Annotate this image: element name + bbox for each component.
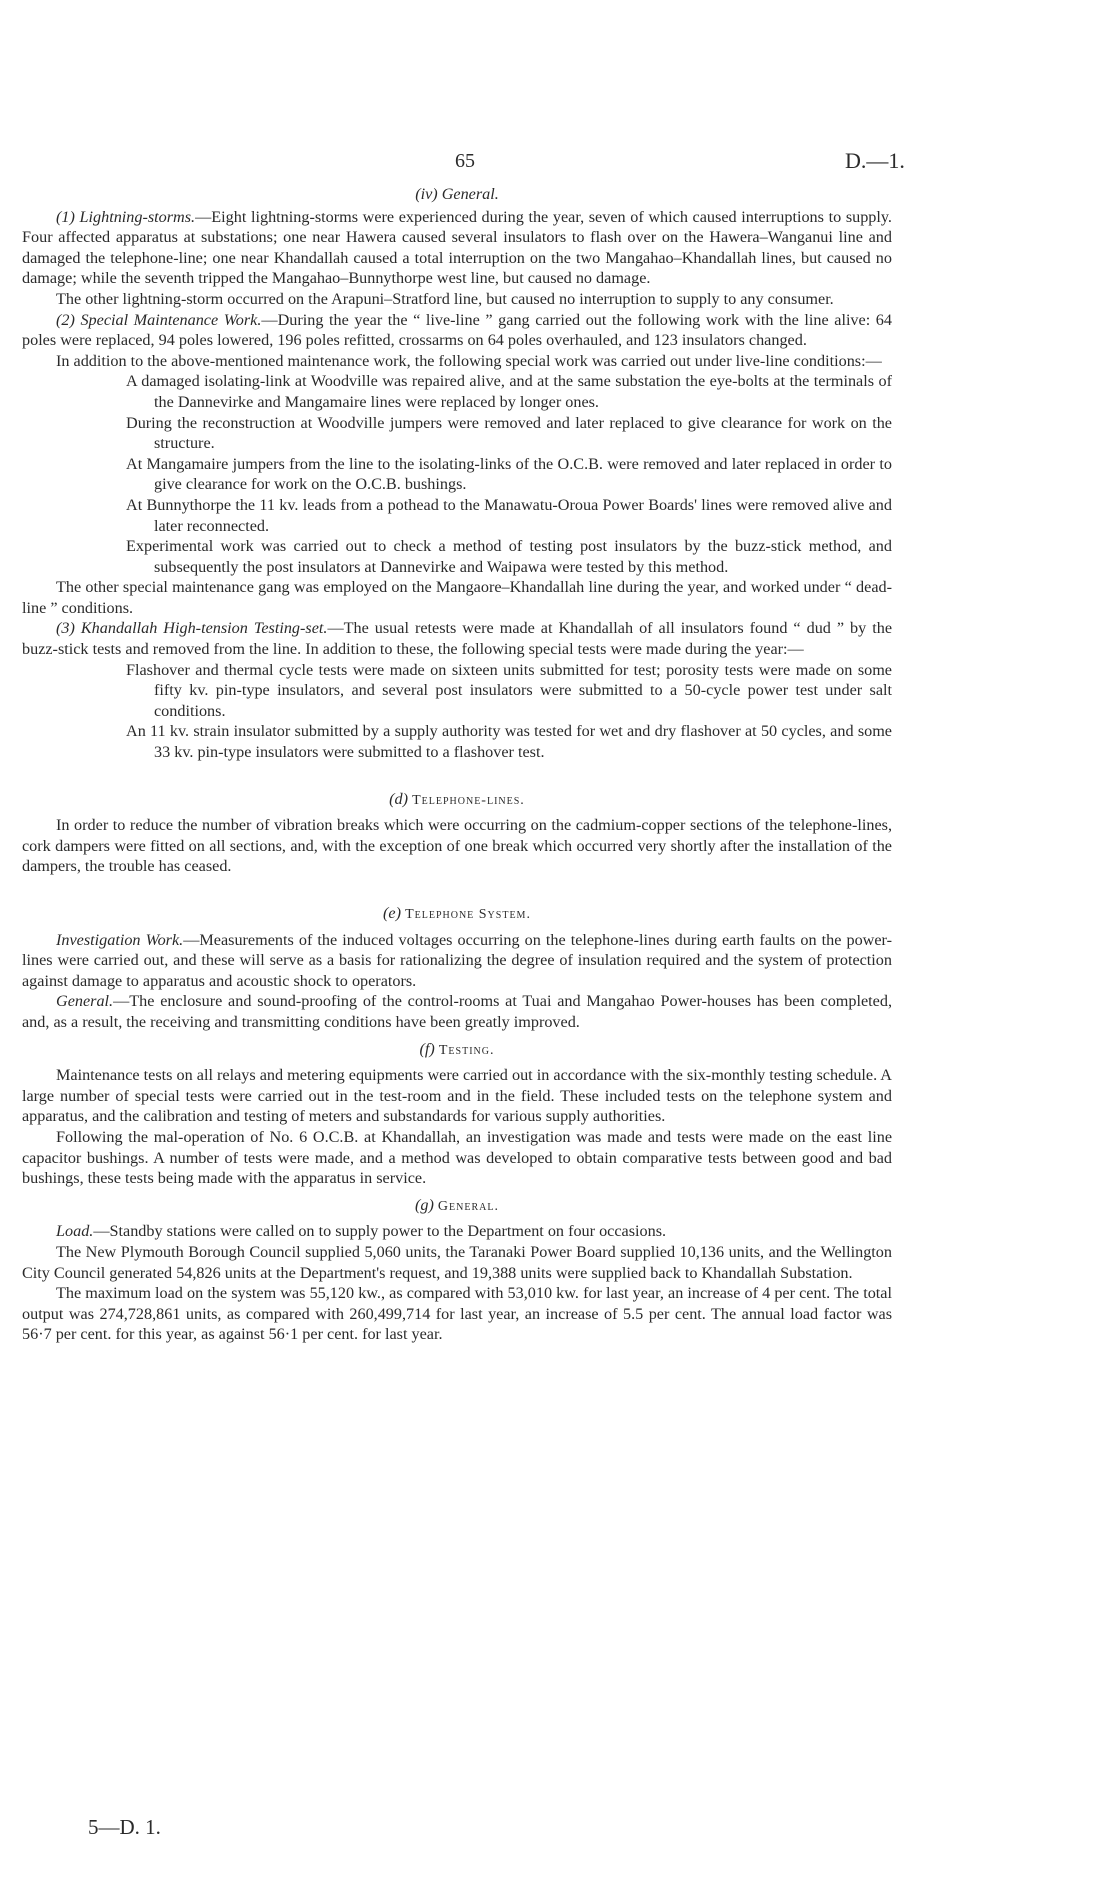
paragraph-maximum-load: The maximum load on the system was 55,120 kw., as compared with 53,010 kw. for last year, an increase of 4 per cent. The total output was 274,728,861 units, as compared with 260,499,714 for last year, an increase of 5.5 per cent. The annual load factor was 56·7 per cent. for this year, as against 56·1 per cent. for last year. <box>22 1284 892 1344</box>
document-reference: D.—1. <box>845 148 905 173</box>
list-item: An 11 kv. strain insulator submitted by a supply authority was tested for wet and dry flashover at 50 cycles, and some 33 kv. pin-type insulators were submitted to a flashover test. <box>126 722 892 762</box>
paragraph-mal-operation: Following the mal-operation of No. 6 O.C.B. at Khandallah, an investigation was made and tests were made on the east line capacitor bushings. A number of tests were made, and a method was developed to obtain comparative tests between good and bad bushings, these tests being made with the apparatus in service. <box>22 1127 892 1188</box>
section-heading-telephone-system: (e) Telephone System. <box>383 904 531 922</box>
paragraph-live-line-intro: In addition to the above-mentioned maintenance work, the following special work was carried out under live-line conditions:— <box>56 351 882 370</box>
paragraph-investigation-work: Investigation Work.—Measurements of the induced voltages occurring on the telephone-lines during earth faults on the power-lines were carried out, and these will serve as a basis for rationalizing the degree of insulation required and the system of protection against damage to apparatus and acoustic shock to operators. <box>22 930 893 990</box>
lead-lightning-storms: (1) Lightning-storms. <box>56 207 196 226</box>
paragraph-special-maintenance: (2) Special Maintenance Work.—During the year the “ live-line ” gang carried out the following work with the line alive: 64 poles were replaced, 94 poles lowered, 196 poles refitted, crossarms on 64 poles overhauled, and 123 insulators changed. <box>22 310 892 350</box>
section-heading-general: (iv) General. <box>415 185 499 203</box>
list-item: A damaged isolating-link at Woodville was repaired alive, and at the same substation the eye-bolts at the terminals of the Dannevirke and Mangamaire lines were replaced by longer ones. <box>126 372 892 411</box>
paragraph-dead-line: The other special maintenance gang was employed on the Mangaore–Khandallah line during the year, and worked under “ dead-line ” conditions. <box>22 578 892 617</box>
list-item: Flashover and thermal cycle tests were made on sixteen units submitted for test; porosity tests were made on some fifty kv. pin-type insulators, and several post insulators were submitted to a 50-cycle power test under salt conditions. <box>126 660 892 720</box>
list-item: At Bunnythorpe the 11 kv. leads from a pothead to the Manawatu-Oroua Power Boards' lines were removed alive and later reconnected. <box>126 495 892 535</box>
lead-investigation-work: Investigation Work. <box>56 930 184 949</box>
paragraph-load: Load.—Standby stations were called on to supply power to the Department on four occasions. <box>56 1222 667 1241</box>
list-item: At Mangamaire jumpers from the line to the isolating-links of the O.C.B. were removed and later replaced in order to give clearance for work on the O.C.B. bushings. <box>126 454 892 494</box>
lead-special-maintenance: (2) Special Maintenance Work. <box>56 310 262 329</box>
page-number: 65 <box>455 150 475 172</box>
lead-testing-set: (3) Khandallah High-tension Testing-set. <box>56 619 328 638</box>
footer-signature: 5—D. 1. <box>88 1815 161 1839</box>
paragraph-lightning-storms: (1) Lightning-storms.—Eight lightning-storms were experienced during the year, seven of which caused interruptions to supply. Four affected apparatus at substations; one near Hawera caused several insulators to flash over on the Hawera–Wanganui line and damaged the telephone-line; one near Khandallah caused a total interruption on the two Mangahao–Khandallah lines, but caused no damage; while the seventh tripped the Mangahao–Bunnythorpe west line, but caused no damage. <box>22 207 892 288</box>
paragraph-units-supplied: The New Plymouth Borough Council supplied 5,060 units, the Taranaki Power Board supplied 10,136 units, and the Wellington City Council generated 54,826 units at the Department's request, and 19,388 units were supplied back to Khandallah Substation. <box>22 1242 892 1282</box>
section-heading-general-g: (g) General. <box>415 1195 499 1214</box>
lead-general: General. <box>56 992 114 1011</box>
lead-load: Load. <box>56 1222 94 1241</box>
paragraph-testing-set: (3) Khandallah High-tension Testing-set.—The usual retests were made at Khandallah of all insulators found “ dud ” by the buzz-stick tests and removed from the line. In addition to these, the following special tests were made during the year:— <box>22 619 893 659</box>
list-item: Experimental work was carried out to check a method of testing post insulators by the buzz-stick method, and subsequently the post insulators at Dannevirke and Waipawa were tested by this method. <box>126 537 892 576</box>
paragraph-arapuni: The other lightning-storm occurred on the Arapuni–Stratford line, but caused no interruption to supply to any consumer. <box>56 289 834 308</box>
list-item: During the reconstruction at Woodville jumpers were removed and later replaced to give clearance for work on the structure. <box>126 413 892 453</box>
section-heading-testing: (f) Testing. <box>419 1039 495 1058</box>
paragraph-sound-proofing: General.—The enclosure and sound-proofing of the control-rooms at Tuai and Mangahao Power-houses has been completed, and, as a result, the receiving and transmitting conditions have been greatly improved. <box>22 992 892 1031</box>
body-text <box>22 184 892 1345</box>
section-heading-telephone-lines: (d) Telephone-lines. <box>389 789 525 808</box>
paragraph-vibration-breaks: In order to reduce the number of vibration breaks which were occurring on the cadmium-copper sections of the telephone-lines, cork dampers were fitted on all sections, and, with the exception of one break which occurred very shortly after the installation of the dampers, the trouble has ceased. <box>22 816 892 876</box>
paragraph-maintenance-tests: Maintenance tests on all relays and metering equipments were carried out in accordance with the six-monthly testing schedule. A large number of special tests were carried out in the test-room and in the field. These included tests on the telephone system and apparatus, and the calibration and testing of meters and substandards for various supply authorities. <box>22 1066 892 1126</box>
